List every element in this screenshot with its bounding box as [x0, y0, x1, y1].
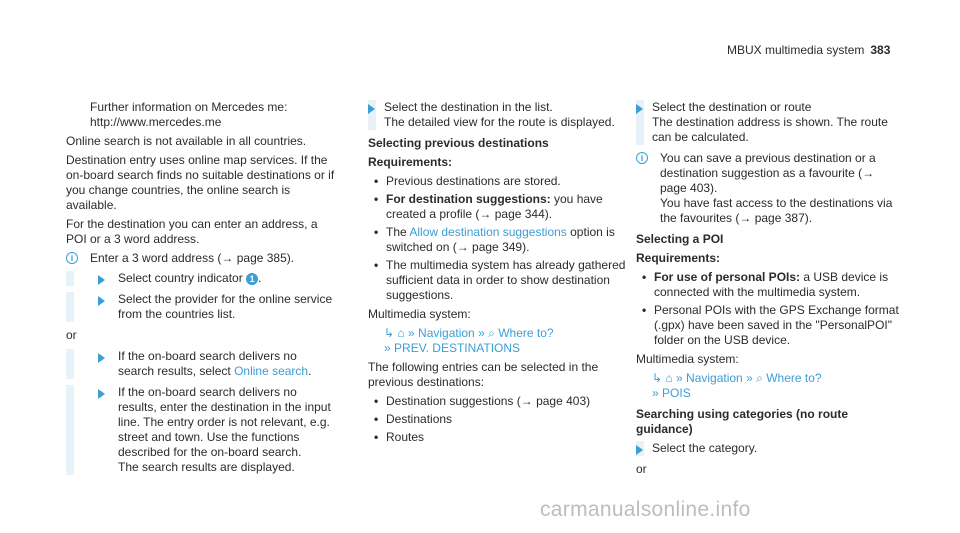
- step-text: If the on-board search delivers no search results, select: [118, 349, 297, 378]
- double-arrow-icon: »: [676, 371, 683, 385]
- availability-text: Online search is not available in all countries.: [66, 134, 307, 148]
- search-icon: ⌕: [488, 326, 495, 340]
- or-text: or: [66, 328, 77, 342]
- step-select-category: [636, 441, 904, 456]
- bullet-icon: •: [374, 430, 379, 444]
- or-text: or: [636, 462, 647, 476]
- list-item-text: The: [386, 225, 410, 239]
- bullet-icon: •: [374, 192, 379, 206]
- search-icon: ⌕: [756, 371, 763, 385]
- requirements-label: Requirements:: [368, 155, 453, 169]
- note-3-word: [66, 251, 336, 266]
- nav-navigation[interactable]: Navigation: [418, 326, 475, 340]
- bullet-icon: •: [374, 258, 379, 272]
- list-item-text: Routes: [386, 430, 425, 444]
- info-icon: i: [66, 252, 78, 264]
- step-arrow-icon: [98, 353, 105, 363]
- callout-1-icon: 1: [246, 273, 258, 285]
- list-item-text: Destinations: [386, 412, 453, 426]
- column-2: [368, 100, 630, 448]
- bullet-icon: •: [374, 225, 379, 239]
- step-arrow-icon: [636, 104, 643, 114]
- step-select-destination: [368, 100, 630, 130]
- requirements-list: [368, 174, 630, 303]
- page-header-title: MBUX multimedia system: [727, 43, 865, 57]
- bullet-icon: •: [642, 270, 647, 284]
- step-bar: [66, 292, 74, 322]
- nav-where-to[interactable]: Where to?: [498, 326, 554, 340]
- step-text: Select the destination or route: [652, 100, 812, 114]
- home-icon: ⌂: [665, 371, 673, 385]
- list-item: [374, 258, 630, 303]
- page-header: [727, 43, 917, 57]
- note-text: Enter a 3 word address (→ page 385).: [90, 251, 295, 265]
- requirements-list: [636, 270, 904, 348]
- step-arrow-icon: [98, 275, 105, 285]
- step-arrow-icon: [98, 296, 105, 306]
- list-item: [374, 412, 630, 427]
- note-favourites: [636, 151, 904, 226]
- note-text: You can save a previous destination or a destination suggestion as a favourite (→ page 403).: [660, 151, 876, 195]
- list-item: [642, 270, 904, 300]
- step-country-indicator: [66, 271, 336, 286]
- step-text: Select the destination in the list.: [384, 100, 553, 114]
- double-arrow-icon: »: [478, 326, 485, 340]
- list-item-bold: For destination suggestions:: [386, 192, 551, 206]
- step-result: The search results are displayed.: [118, 460, 295, 474]
- list-item-text: option is switched on (→ page 349).: [386, 225, 615, 254]
- section-heading: Selecting previous destinations: [368, 136, 549, 150]
- step-text-end: .: [258, 271, 262, 285]
- list-item: [374, 192, 630, 222]
- step-select-route: [636, 100, 904, 145]
- mercedes-me-info: [66, 100, 336, 130]
- column-3: [636, 100, 904, 481]
- list-item-text: Personal POIs with the GPS Exchange format (.gpx) have been saved in the "PersonalPOI" folder on the USB device.: [654, 303, 899, 347]
- multimedia-label: Multimedia system:: [636, 352, 739, 366]
- note-text: You have fast access to the destinations via the favourites (→ page 387).: [660, 196, 893, 225]
- step-arrow-icon: [636, 445, 643, 455]
- step-arrow-icon: [368, 104, 375, 114]
- step-online-search: [66, 349, 336, 379]
- step-text: If the on-board search delivers no results, enter the destination in the input line. The entry order is not relevant, e.g. street and town. Use the functions described for the on-board search.: [118, 385, 331, 459]
- step-text-end: .: [308, 364, 312, 378]
- list-item-text: Destination suggestions (→ page 403): [386, 394, 591, 408]
- step-result: The destination address is shown. The route can be calculated.: [652, 115, 888, 144]
- step-enter-destination: [66, 385, 336, 475]
- info-icon: i: [636, 152, 648, 164]
- list-item: [374, 394, 630, 409]
- hook-arrow-icon: ↳: [652, 371, 663, 385]
- step-text: Select the category.: [652, 441, 758, 455]
- nav-where-to[interactable]: Where to?: [766, 371, 822, 385]
- destination-entry-text: For the destination you can enter an address, a POI or a 3 word address.: [66, 217, 318, 246]
- multimedia-label: Multimedia system:: [368, 307, 471, 321]
- list-item-text: you have created a profile (→ page 344).: [386, 192, 603, 221]
- home-icon: ⌂: [397, 326, 405, 340]
- section-heading: Searching using categories (no route guidance): [636, 407, 849, 436]
- list-item-text: Previous destinations are stored.: [386, 174, 561, 188]
- allow-suggestions-option[interactable]: Allow destination suggestions: [409, 225, 567, 239]
- step-text: Select country indicator: [118, 271, 243, 285]
- bullet-icon: •: [374, 412, 379, 426]
- nav-prev-destinations[interactable]: PREV. DESTINATIONS: [394, 341, 521, 355]
- step-text: Select the provider for the online service from the countries list.: [118, 292, 333, 321]
- bullet-icon: •: [642, 303, 647, 317]
- hook-arrow-icon: ↳: [384, 326, 395, 340]
- double-arrow-icon: »: [652, 386, 659, 400]
- step-bar: [66, 271, 74, 286]
- nav-pois[interactable]: POIS: [662, 386, 691, 400]
- entries-list: [368, 394, 630, 445]
- online-search-link[interactable]: Online search: [234, 364, 309, 378]
- bullet-icon: •: [374, 174, 379, 188]
- online-services-text: Destination entry uses online map services. If the on-board search finds no suitable destinations or if you change countries, the online search is available.: [66, 153, 335, 212]
- step-provider: [66, 292, 336, 322]
- section-heading: Selecting a POI: [636, 232, 724, 246]
- requirements-label: Requirements:: [636, 251, 721, 265]
- list-item-text: a USB device is connected with the multimedia system.: [654, 270, 889, 299]
- step-result: The detailed view for the route is displayed.: [384, 115, 615, 129]
- nav-navigation[interactable]: Navigation: [686, 371, 743, 385]
- following-text: The following entries can be selected in the previous destinations:: [368, 360, 599, 389]
- double-arrow-icon: »: [746, 371, 753, 385]
- column-1: [66, 100, 336, 481]
- page-number: 383: [870, 43, 891, 57]
- step-bar: [66, 385, 74, 475]
- double-arrow-icon: »: [408, 326, 415, 340]
- bullet-icon: •: [374, 394, 379, 408]
- mercedes-me-text: Further information on Mercedes me:: [90, 100, 288, 114]
- list-item: [642, 303, 904, 348]
- step-bar: [66, 349, 74, 379]
- list-item-text: The multimedia system has already gathered sufficient data in order to show destination suggestions.: [386, 258, 626, 302]
- list-item: [374, 174, 630, 189]
- list-item-bold: For use of personal POIs:: [654, 270, 801, 284]
- watermark: carmanualsonline.info: [540, 498, 751, 521]
- list-item: [374, 430, 630, 445]
- menu-path: [368, 326, 630, 356]
- list-item: [374, 225, 630, 255]
- mercedes-me-url: http://www.mercedes.me: [90, 115, 222, 129]
- step-arrow-icon: [98, 389, 105, 399]
- menu-path: [636, 371, 904, 401]
- double-arrow-icon: »: [384, 341, 391, 355]
